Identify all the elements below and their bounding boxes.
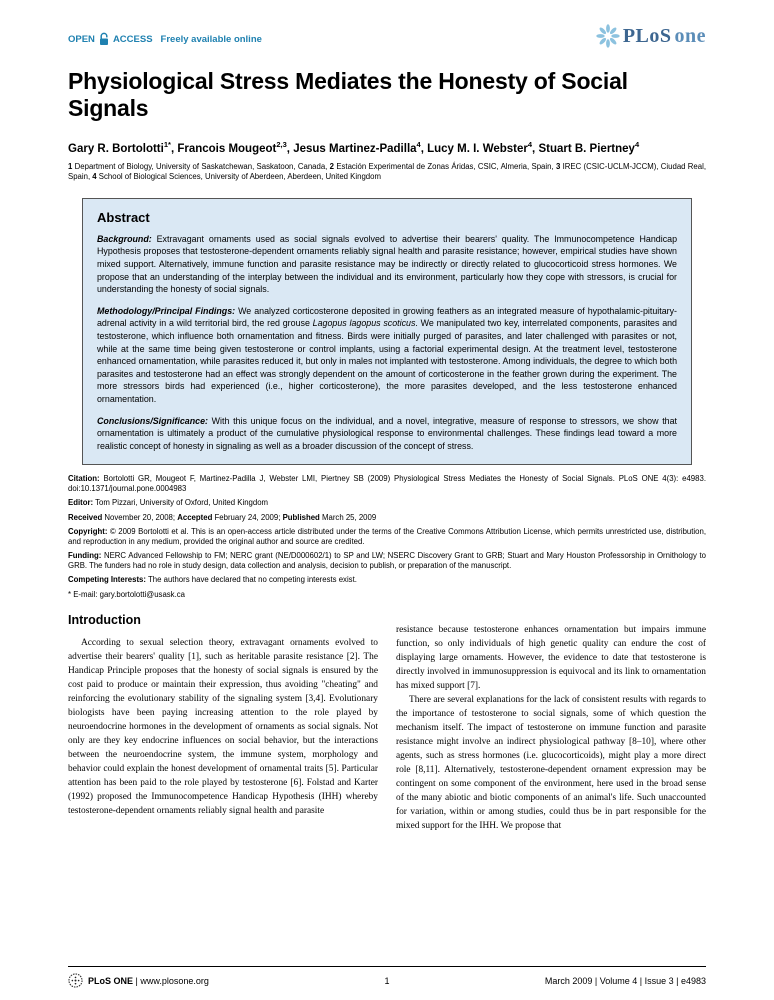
citation-line <box>68 474 706 494</box>
email-address: gary.bortolotti@usask.ca <box>97 589 185 599</box>
plos-sunburst-icon <box>596 24 620 48</box>
author-name <box>177 140 294 155</box>
footer-journal <box>88 976 209 986</box>
plos-one-logo <box>596 24 706 48</box>
plos-stamp-icon <box>68 973 83 988</box>
footer-journal-name: PLoS ONE <box>88 975 134 986</box>
affiliation-number: 3 <box>555 161 561 171</box>
author-name-text: Stuart B. Piertney <box>538 142 635 155</box>
copyright-text: © 2009 Bortolotti et al. This is an open-access article distributed under the terms of the Creative Commons Attribution License, which permits unrestricted use, distribution, and reproduction in any medium, provided the original author and source are credited. <box>68 527 706 546</box>
author-affiliation-sup: 2,3 <box>276 140 287 149</box>
email-label: * E-mail: <box>68 589 98 599</box>
author-separator: , <box>532 142 539 155</box>
left-column <box>68 599 378 833</box>
abstract-background-paragraph <box>97 233 677 296</box>
author-name <box>293 140 428 155</box>
conclusions-label: Conclusions/Significance: <box>97 415 208 426</box>
funding-label: Funding: <box>68 551 102 561</box>
affiliation-number: 4 <box>92 171 97 181</box>
conclusions-text: With this unique focus on the individual, and a novel, integrative, measure of response to stressors, we show that ornamentation is ultimately a product of the cumulative physiological response to environmental challenges. These findings lead toward a more realistic concept of honesty in signaling as well as a broader discussion of the concept of stress. <box>97 415 677 451</box>
affiliation-text: Department of Biology, University of Saskatchewan, Saskatoon, Canada, <box>72 161 330 171</box>
intro-paragraph-1-continued: resistance because testosterone enhances ornamentation but impairs immune function, so only individuals of high genetic quality can endure the cost of displaying large ornaments. However, the evidence to date that testosterone is directly involved in immunosuppression is equivocal and its link to ornamentation has mixed support [7]. <box>396 625 706 692</box>
author-separator: , <box>170 142 178 155</box>
dates-line <box>68 513 706 523</box>
author-name <box>538 140 640 155</box>
abstract-box <box>82 198 692 466</box>
copyright-label: Copyright: <box>68 527 108 537</box>
author-affiliation-sup: 4 <box>416 140 421 149</box>
author-affiliation-sup: 4 <box>634 140 640 149</box>
background-text: Extravagant ornaments used as social signals evolved to advertise their bearers' quality. The Immunocompetence Handicap Hypothesis proposes that testosterone-dependent ornaments reliably signal health and parasite resistance; however, empirical studies have shown mixed support. Alternatively, immune function and parasite resistance may be indirectly or directly related to glucocorticoid stress hormones. We propose that an understanding of the interplay between the individual and its environment, particularly how they cope with stressors, is crucial for understanding the honesty of social signals. <box>97 233 677 295</box>
competing-interests-label: Competing Interests: <box>68 575 146 585</box>
abstract-methodology-paragraph <box>97 305 677 406</box>
author-separator: , <box>286 142 294 155</box>
affiliation-text: IREC (CSIC-UCLM-JCCM), Ciudad Real, Spain, <box>68 161 707 181</box>
open-access-lock-icon <box>98 32 110 46</box>
article-metadata <box>68 474 706 599</box>
plos-one-logo-text: one <box>674 24 706 47</box>
abstract-heading: Abstract <box>97 209 150 225</box>
page-header <box>68 24 706 48</box>
footer-issue-info: March 2009 | Volume 4 | Issue 3 | e4983 <box>544 975 706 986</box>
footer-journal-url: | www.plosone.org <box>133 975 209 986</box>
authors-line <box>68 137 706 157</box>
footer-left <box>68 973 367 988</box>
received-label: Received <box>68 512 103 522</box>
methodology-text-pre: We analyzed corticosterone deposited in growing feathers as an integrated measure of hypothalamic-pituitary-adrenal activity in a wild territorial bird, the red grouse <box>97 305 677 329</box>
methodology-label: Methodology/Principal Findings: <box>97 305 236 316</box>
competing-interests-line <box>68 575 706 585</box>
author-name <box>68 140 178 155</box>
author-name-text: Lucy M. I. Webster <box>427 142 528 155</box>
affiliation-text: School of Biological Sciences, University of Aberdeen, Aberdeen, United Kingdom <box>96 171 381 181</box>
funding-line <box>68 551 706 571</box>
author-affiliation-sup: 1* <box>163 140 171 149</box>
open-access-open-label: OPEN <box>68 33 95 45</box>
author-name <box>427 140 539 155</box>
citation-text: Bortolotti GR, Mougeot F, Martinez-Padilla J, Webster LMI, Piertney SB (2009) Physiological Stress Mediates the Honesty of Social Signals. PLoS ONE 4(3): e4983. doi:10.1371/journal.pone.0004983 <box>68 474 706 494</box>
published-label: Published <box>282 512 320 522</box>
received-date: November 20, 2008; <box>102 512 178 522</box>
body-columns <box>68 599 706 833</box>
species-name: Lagopus lagopus scoticus <box>312 318 416 329</box>
copyright-line <box>68 527 706 547</box>
freely-available-label: Freely available online <box>160 33 262 45</box>
affiliation-number: 2 <box>329 161 335 171</box>
open-access-access-label: ACCESS <box>112 33 153 45</box>
methodology-text-post: . We manipulated two key, interrelated components, parasites and testosterone, which influence both ornamentation and fitness. Birds were initially purged of parasites, and later challenged with parasites or not, while at the same time being given testosterone or control implants, using a factorial experimental design. At the treatment level, testosterone enhanced ornamentation, while parasites reduced it, but only in males not implanted with testosterone. Among individuals, the degree to which both parasites and testosterone had an effect was strongly dependent on the amount of corticosterone in the feather grown during the experiment. The more stressors birds had experienced (i.e., higher corticosterone), the more parasites developed, and the less testosterone enhanced ornamentation. <box>97 318 677 404</box>
author-affiliation-sup: 4 <box>527 140 533 149</box>
author-separator: , <box>420 142 428 155</box>
page-footer <box>68 966 706 988</box>
background-label: Background: <box>97 233 152 244</box>
introduction-heading: Introduction <box>68 613 141 628</box>
editor-line <box>68 498 706 508</box>
affiliation-number: 1 <box>68 161 73 171</box>
right-column <box>396 599 706 833</box>
competing-interests-text: The authors have declared that no competing interests exist. <box>145 575 357 585</box>
abstract-conclusions-paragraph <box>97 415 677 453</box>
email-line <box>68 590 706 600</box>
affiliation-text: Estación Experimental de Zonas Áridas, CSIC, Almeria, Spain, <box>334 161 556 171</box>
published-date: March 25, 2009 <box>319 512 377 522</box>
intro-paragraph-1: According to sexual selection theory, extravagant ornaments evolved to advertise their bearers' quality [1], such as heritable parasite resistance [2]. The Handicap Principle proposes that the honesty of social signals is ensured by the cost paid to produce or maintain their expression, thus avoiding "cheating" and reinforcing the evolutionary stability of the signaling system [3,4]. Evolutionary biologists have been paying increasing attention to the role played by neuroendocrine hormones in the development of ornaments as social signals. Not only are they key endocrine influences on social behavior, but the interactions between the neuroendocrine system, the immune system, morphology and behavior could explain the honest development of ornamental traits [5]. Particular attention has been paid to the role played by testosterone [6]. Folstad and Karter (1992) proposed the Immunocompetence Handicap Hypothesis (IHH) whereby testosterone-dependent ornaments reliably signal health and parasite <box>68 638 378 817</box>
author-name-text: Jesus Martinez-Padilla <box>293 142 417 155</box>
accepted-label: Accepted <box>177 512 213 522</box>
plos-logo-text: PLoS <box>622 24 672 47</box>
affiliations-line <box>68 162 706 182</box>
editor-label: Editor: <box>68 498 94 508</box>
citation-label: Citation: <box>68 474 100 484</box>
funding-text: NERC Advanced Fellowship to FM; NERC grant (NE/D000602/1) to SP and LW; NSERC Discovery Grant to GRB; Stuart and Mary Houston Professorship in Ornithology to GRB. The funders had no role in study design, data collection and analysis, decision to publish, or preparation of the manuscript. <box>68 551 706 570</box>
open-access-banner <box>68 24 262 46</box>
author-name-text: Gary R. Bortolotti <box>68 142 164 155</box>
editor-text: Tom Pizzari, University of Oxford, United Kingdom <box>93 498 269 508</box>
author-name-text: Francois Mougeot <box>177 142 277 155</box>
page-number: 1 <box>384 975 390 986</box>
intro-paragraph-2: There are several explanations for the lack of consistent results with regards to the importance of testosterone to social signals, some of which question the mechanism itself. The impact of testosterone on immune function and parasite resistance might involve an indirect physiological pathway [8–10], where other agents, such as stress hormones (i.e. glucocorticoids), might play a more direct role [8,11]. Alternatively, testosterone-dependent ornament expression may be contingent on some component of the environment, here used in the broad sense of the many abiotic and biotic components of an animal's life. Such unaccounted for variation, within or among studies, could thus be in part responsible for the mixed support for the IHH. We propose that <box>396 695 706 832</box>
article-title: Physiological Stress Mediates the Honesty of Social Signals <box>68 68 628 121</box>
accepted-date: February 24, 2009; <box>212 512 283 522</box>
